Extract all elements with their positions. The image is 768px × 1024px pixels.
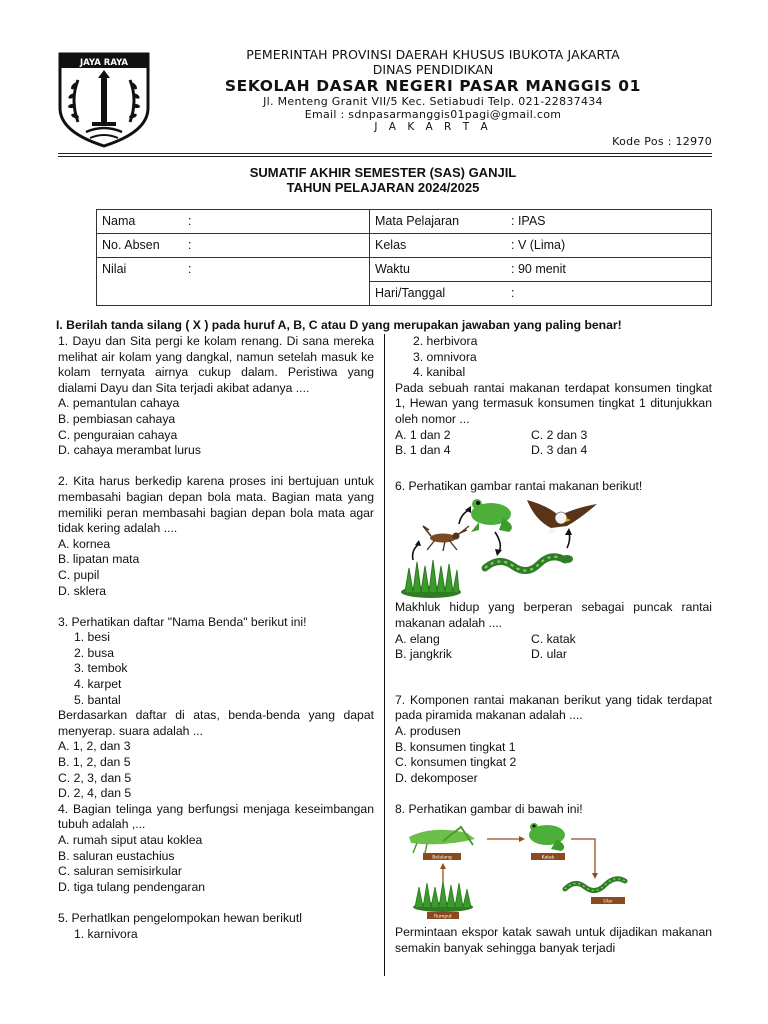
q5-option-d[interactable]: D. 3 dan 4 — [531, 443, 588, 458]
q5-text: 5. Perhatlkan pengelompokan hewan berikutl — [58, 910, 302, 925]
q3-option-b[interactable]: B. 1, 2, dan 5 — [58, 755, 131, 770]
q3-option-d[interactable]: D. 2, 4, dan 5 — [58, 786, 132, 801]
frog-icon — [471, 499, 512, 532]
q1-option-c[interactable]: C. penguraian cahaya — [58, 427, 178, 442]
q2-option-a[interactable]: A. kornea — [58, 536, 111, 551]
q1-option-d[interactable]: D. cahaya merambat lurus — [58, 443, 201, 458]
q4-text: 4. Bagian telinga yang berfungsi menjaga keseimbangan tubuh adalah ,... — [58, 801, 374, 832]
q3-text: 3. Perhatikan daftar "Nama Benda" berikut ini! — [58, 614, 307, 629]
q6-text: 6. Perhatikan gambar rantai makanan berikut! — [395, 478, 643, 493]
q3-option-c[interactable]: C. 2, 3, dan 5 — [58, 770, 132, 785]
kop-school-name: SEKOLAH DASAR NEGERI PASAR MANGGIS 01 — [224, 77, 642, 95]
q2-option-d[interactable]: D. sklera — [58, 583, 107, 598]
q2-option-b[interactable]: B. lipatan mata — [58, 552, 140, 567]
q5-option-c[interactable]: C. 2 dan 3 — [531, 427, 588, 442]
q5-question: Pada sebuah rantai makanan terdapat konsumen tingkat 1, Hewan yang termasuk konsumen tingkat 1 ditunjukkan oleh nomor ... — [395, 380, 712, 426]
grass-icon — [413, 881, 473, 912]
cricket-icon — [423, 526, 469, 551]
kop-city: J A K A R T A — [374, 121, 492, 133]
q3-item: 4. karpet — [74, 677, 122, 692]
q6-question: Makhluk hidup yang berperan sebagai puncak rantai makanan adalah .... — [395, 600, 712, 630]
section-instruction: I. Berilah tanda silang ( X ) pada huruf A, B, C atau D yang merupakan jawaban yang paling benar! — [56, 318, 622, 332]
nilai-cell[interactable]: Nilai : — [97, 258, 370, 306]
q8-text: 8. Perhatikan gambar di bawah ini! — [395, 801, 583, 816]
kode-pos: Kode Pos : 12970 — [612, 135, 712, 148]
logo-text: JAYA RAYA — [79, 58, 129, 68]
student-info-table — [96, 209, 712, 306]
mapel-cell: Mata Pelajaran : IPAS — [370, 210, 712, 234]
q6-option-b[interactable]: B. jangkrik — [395, 647, 452, 662]
q6-options-row1 — [395, 632, 712, 648]
nama-cell[interactable]: Nama : — [97, 210, 370, 234]
label-katak: Katak — [541, 855, 555, 861]
grasshopper-icon — [409, 827, 475, 853]
q4-option-c[interactable]: C. saluran semisirkular — [58, 864, 182, 879]
food-chain-figure-2 — [403, 823, 639, 919]
q1-option-a[interactable]: A. pemantulan cahaya — [58, 396, 180, 411]
hari-cell[interactable]: Hari/Tanggal : — [370, 282, 712, 306]
kop-address: Jl. Menteng Granit VII/5 Kec. Setiabudi Telp. 021-22837434 — [263, 95, 603, 108]
q3-item: 3. tembok — [74, 661, 128, 676]
column-divider — [384, 334, 385, 976]
waktu-cell: Waktu : 90 menit — [370, 258, 712, 282]
header-rule — [58, 153, 712, 154]
q5-item: 1. karnivora — [74, 926, 138, 941]
q5-item: 3. omnivora — [413, 349, 477, 364]
label-belalang: Belalang — [432, 855, 452, 861]
jaya-raya-logo — [56, 50, 152, 148]
right-column — [395, 334, 712, 957]
q6-option-c[interactable]: C. katak — [531, 631, 576, 646]
food-chain-figure — [399, 496, 619, 600]
q4-option-b[interactable]: B. saluran eustachius — [58, 848, 175, 863]
q6-options-row2 — [395, 647, 712, 663]
q4-option-d[interactable]: D. tiga tulang pendengaran — [58, 879, 206, 894]
q3-question: Berdasarkan daftar di atas, benda-benda yang dapat menyerap. suara adalah ... — [58, 708, 374, 738]
kelas-cell: Kelas : V (Lima) — [370, 234, 712, 258]
q3-item: 5. bantal — [74, 692, 121, 707]
snake-icon — [565, 879, 625, 891]
q7-text: 7. Komponen rantai makanan berikut yang tidak terdapat pada piramida makanan adalah .... — [395, 692, 712, 723]
snake-icon — [485, 555, 573, 571]
q4-option-a[interactable]: A. rumah siput atau koklea — [58, 833, 203, 847]
q3-option-a[interactable]: A. 1, 2, dan 3 — [58, 739, 131, 754]
q7-option-c[interactable]: C. konsumen tingkat 2 — [395, 755, 517, 770]
q5-item: 4. kanibal — [413, 365, 466, 380]
q7-option-a[interactable]: A. produsen — [395, 723, 461, 738]
q7-option-d[interactable]: D. dekomposer — [395, 770, 478, 785]
q2-option-c[interactable]: C. pupil — [58, 567, 100, 582]
q2-text: 2. Kita harus berkedip karena proses ini bertujuan untuk membasahi bagian depan bola mata. Bagian mata yang memiliki peran membasahi bagian depan bola mata agar tidak kering adalah .... — [58, 474, 374, 536]
q7-option-b[interactable]: B. konsumen tingkat 1 — [395, 739, 516, 754]
exam-title: SUMATIF AKHIR SEMESTER (SAS) GANJIL — [249, 165, 517, 180]
q6-option-a[interactable]: A. elang — [395, 631, 440, 646]
q3-item: 1. besi — [74, 630, 110, 645]
q5-option-a[interactable]: A. 1 dan 2 — [395, 427, 451, 442]
q1-option-b[interactable]: B. pembiasan cahaya — [58, 411, 176, 426]
header-rule-thin — [58, 156, 712, 157]
label-ular: Ular — [603, 899, 613, 905]
exam-year: TAHUN PELAJARAN 2024/2025 — [286, 180, 480, 195]
q1-text: 1. Dayu dan Sita pergi ke kolam renang. Di sana mereka melihat air kolam yang dangkal, namun setelah masuk ke kolam ternyata airnya cukup dalam. Peristiwa yang dialami Dayu dan Sita terjadi akibat adanya .... — [58, 334, 374, 395]
left-column — [58, 334, 374, 942]
kop-dinas: DINAS PENDIDIKAN — [372, 62, 494, 77]
q8-question: Permintaan ekspor katak sawah untuk dijadikan makanan semakin banyak sehingga banyak terjadi — [395, 925, 712, 956]
frog-icon — [529, 823, 565, 851]
q6-option-d[interactable]: D. ular — [531, 647, 567, 662]
kop-pemerintah: PEMERINTAH PROVINSI DAERAH KHUSUS IBUKOTA JAKARTA — [246, 47, 620, 62]
label-rumput: Rumput — [434, 914, 452, 920]
q5-option-b[interactable]: B. 1 dan 4 — [395, 443, 451, 458]
grass-icon — [401, 560, 461, 598]
q5-options-row2 — [395, 443, 712, 459]
q5-item: 2. herbivora — [413, 334, 478, 348]
q3-item: 2. busa — [74, 645, 114, 660]
eagle-icon — [527, 500, 597, 534]
kop-email: Email : sdnpasarmanggis01pagi@gmail.com — [304, 108, 562, 121]
absen-cell[interactable]: No. Absen : — [97, 234, 370, 258]
q5-options-row1 — [395, 428, 712, 444]
